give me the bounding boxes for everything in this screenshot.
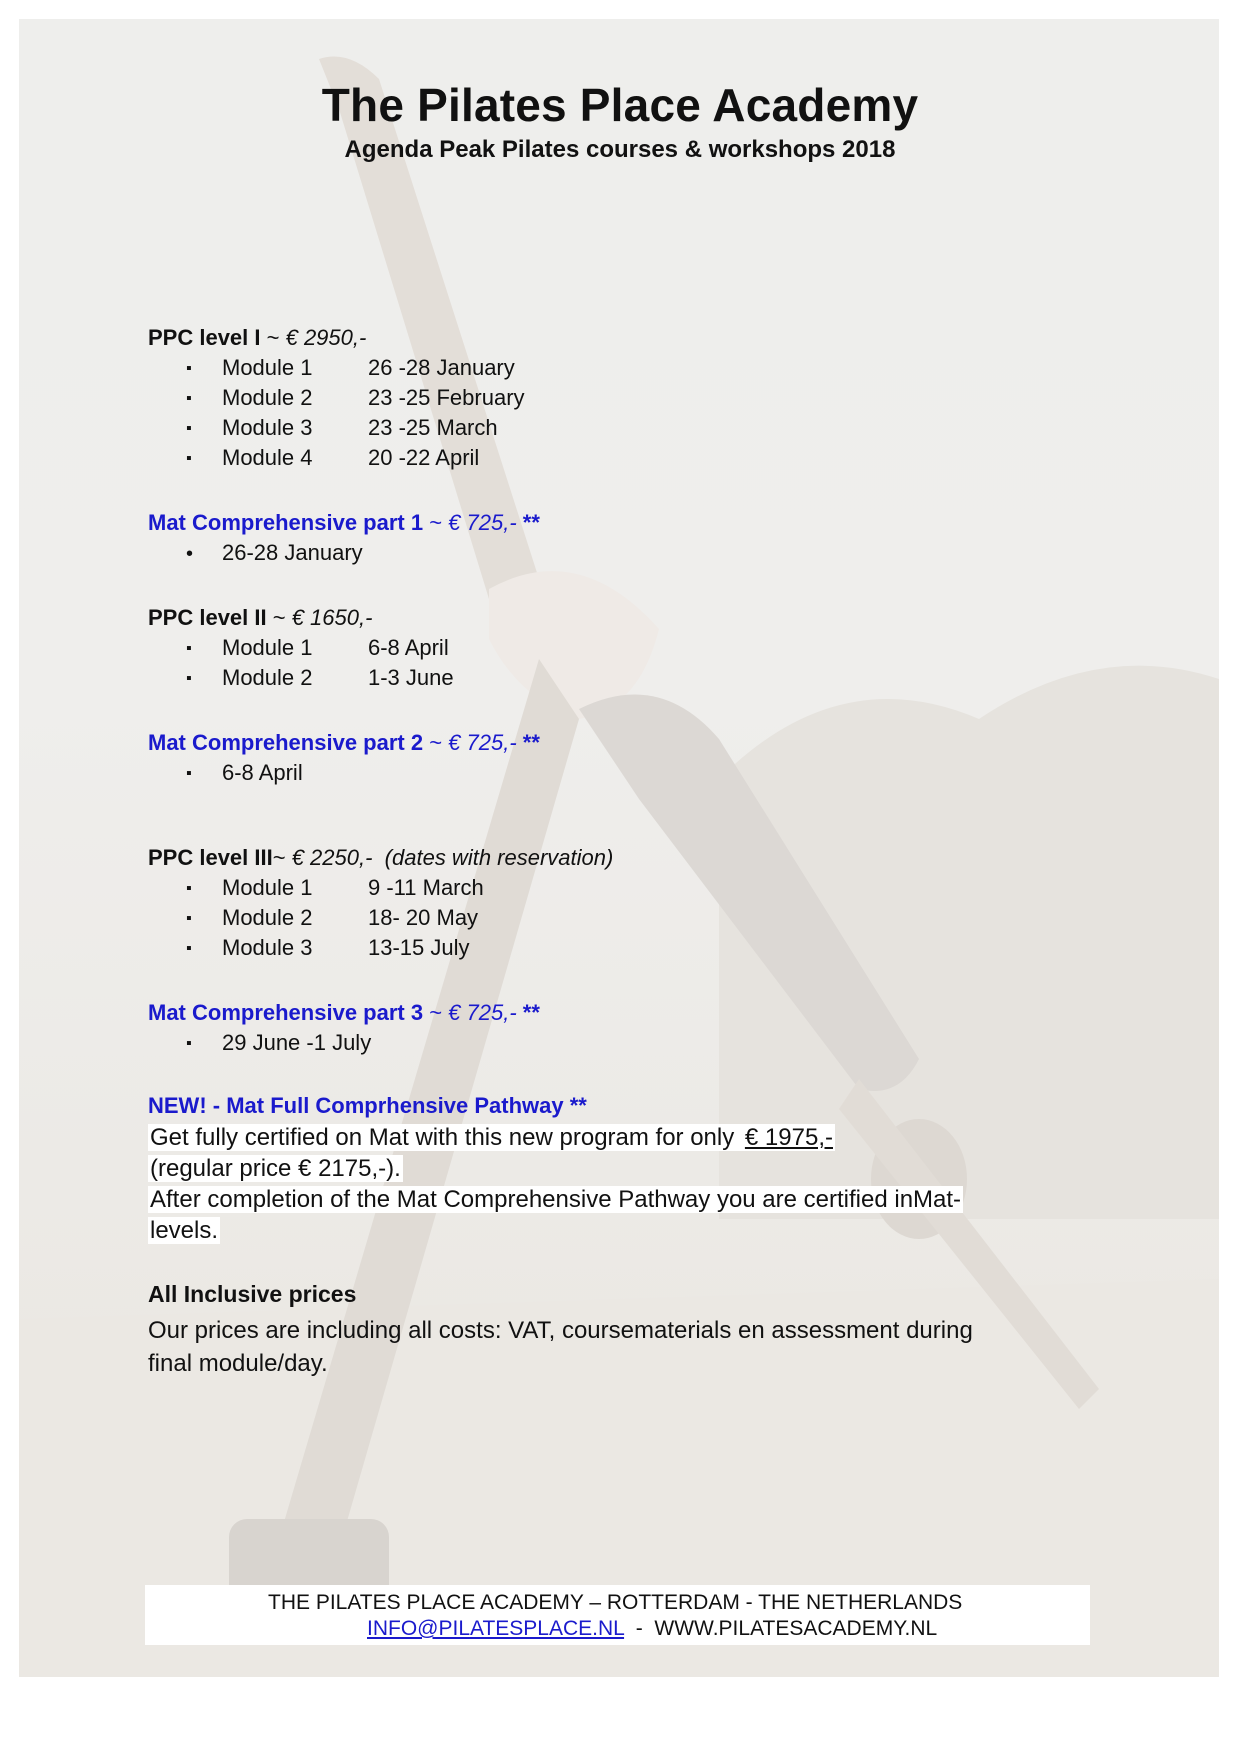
website-text: WWW.PILATESACADEMY.NL xyxy=(654,1617,938,1640)
page-title: The Pilates Place Academy xyxy=(321,79,919,131)
pathway-text: Get fully certified on Mat with this new program for only € 1975,- xyxy=(150,1124,833,1151)
pathway-heading: NEW! - Mat Full Comprhensive Pathway ** xyxy=(148,1093,587,1118)
inclusive-heading: All Inclusive prices xyxy=(148,1281,357,1307)
pathway-text: After completion of the Mat Comprehensive Pathway you are certified inMat- xyxy=(150,1186,962,1213)
list-item: ▪ Module 2 18- 20 May xyxy=(186,905,479,930)
section-heading-ppc-level-3: PPC level III~ € 2250,- (dates with reservation) xyxy=(148,845,614,870)
section-heading-mat-part-2: Mat Comprehensive part 2 ~ € 725,- ** xyxy=(148,730,540,755)
list-item: ▪ Module 1 9 -11 March xyxy=(186,875,484,900)
list-item: ▪ Module 3 13-15 July xyxy=(186,935,470,960)
footer-contact: INFO@PILATESPLACE.NL - WWW.PILATESACADEMY.NL xyxy=(367,1617,938,1640)
footer-address: THE PILATES PLACE ACADEMY – ROTTERDAM - THE NETHERLANDS xyxy=(268,1591,963,1614)
section-heading-mat-part-1: Mat Comprehensive part 1 ~ € 725,- ** xyxy=(148,510,540,535)
pathway-price: € 1975,- xyxy=(744,1124,833,1151)
list-item: ▪ 29 June -1 July xyxy=(186,1030,372,1055)
list-item: ▪ Module 4 20 -22 April xyxy=(186,445,480,470)
page-subtitle: Agenda Peak Pilates courses & workshops 2018 xyxy=(344,136,896,163)
pathway-text: (regular price € 2175,-). xyxy=(150,1155,401,1182)
email-link[interactable]: INFO@PILATESPLACE.NL xyxy=(367,1617,625,1640)
list-item: ▪ Module 2 23 -25 February xyxy=(186,385,525,410)
list-item: ▪ 6-8 April xyxy=(186,760,303,785)
inclusive-text: final module/day. xyxy=(148,1350,328,1377)
inclusive-text: Our prices are including all costs: VAT, coursematerials en assessment during xyxy=(148,1317,973,1344)
list-item: ▪ Module 1 6-8 April xyxy=(186,635,449,660)
section-price: € 2950,- xyxy=(285,325,367,350)
section-heading-mat-part-3: Mat Comprehensive part 3 ~ € 725,- ** xyxy=(148,1000,540,1025)
section-heading-ppc-level-2: PPC level II ~ € 1650,- xyxy=(148,605,373,630)
list-item: ▪ Module 3 23 -25 March xyxy=(186,415,498,440)
section-name: PPC level I xyxy=(148,325,261,350)
list-item: • 26-28 January xyxy=(186,540,363,565)
pathway-text: levels. xyxy=(150,1217,219,1244)
section-heading-ppc-level-1: PPC level I ~ € 2950,- xyxy=(148,325,367,350)
list-item: ▪ Module 2 1-3 June xyxy=(186,665,454,690)
list-item: ▪ Module 1 26 -28 January xyxy=(186,355,515,380)
